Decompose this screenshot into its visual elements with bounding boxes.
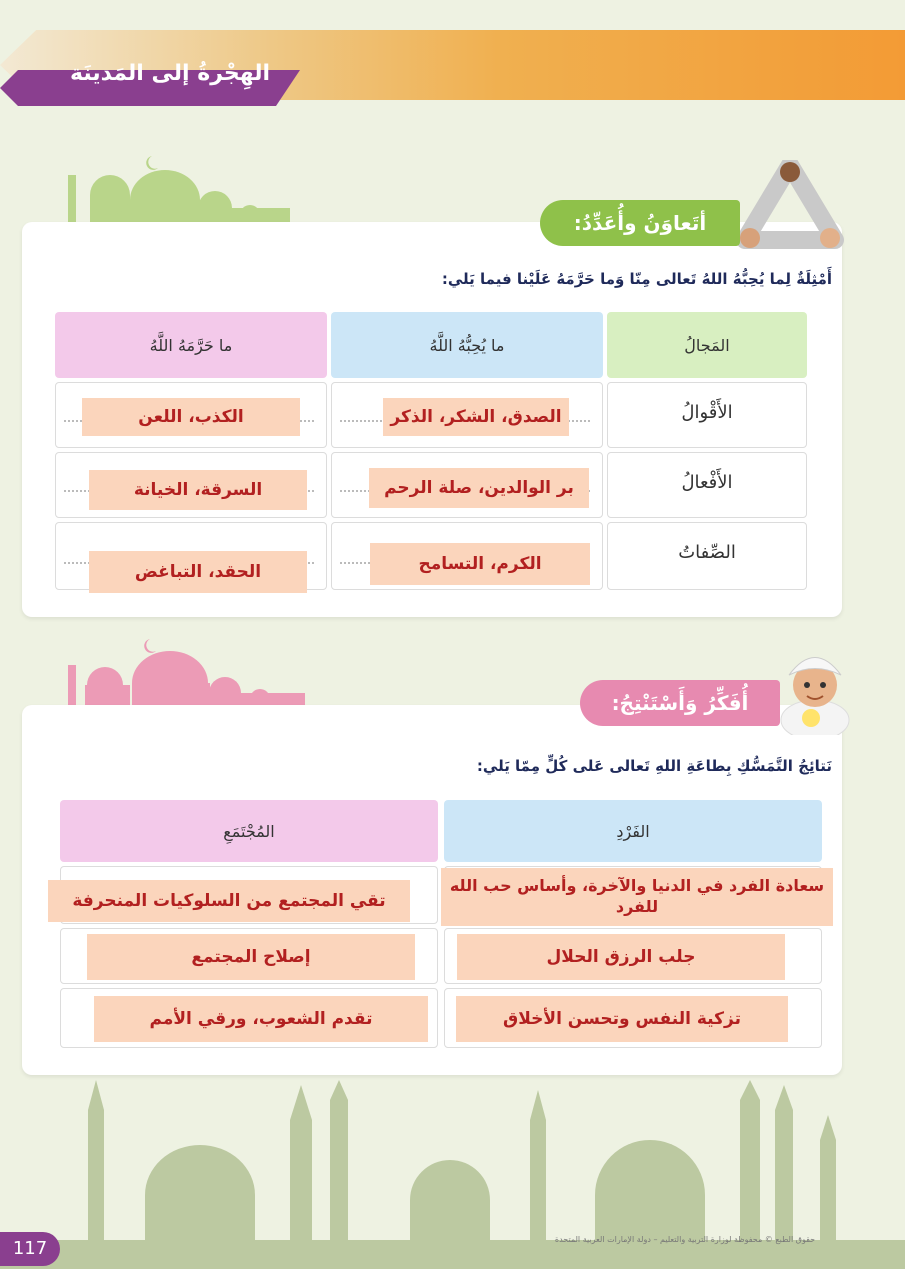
thinking-boy-icon [775, 640, 855, 735]
page-title: الهِجْرةُ إلى المَدينَة [70, 61, 271, 86]
cooperation-hands-icon [735, 160, 845, 250]
answer-society-2: إصلاح المجتمع [87, 934, 415, 980]
mosque-skyline-icon [60, 635, 310, 710]
header-society: المُجْتَمَعِ [60, 800, 438, 862]
header-individual: الفَرْدِ [444, 800, 822, 862]
answer-loves-3: الكرم، التسامح [370, 543, 590, 585]
answer-individual-1: سعادة الفرد في الدنيا والآخرة، وأساس حب الله للفرد [441, 868, 833, 926]
mosque-skyline-icon [60, 150, 300, 225]
answer-society-3: تقدم الشعوب، ورقي الأمم [94, 996, 428, 1042]
row-label: الصِّفاتُ [678, 541, 736, 563]
row-label: الأَفْعالُ [681, 471, 733, 493]
answer-forbids-3: الحقد، التباغض [89, 551, 307, 593]
section-badge-cooperate: أتَعاوَنُ وأُعَدِّدُ: [540, 200, 740, 246]
row-label: الأَقْوالُ [681, 401, 733, 423]
answer-loves-2: بر الوالدين، صلة الرحم [369, 468, 589, 508]
section-badge-think: أُفَكِّرُ وَأَسْتَنْتِجُ: [580, 680, 780, 726]
header-domain: المَجالُ [607, 312, 807, 378]
answer-society-1: تقي المجتمع من السلوكيات المنحرفة [48, 880, 410, 922]
answer-individual-3: تزكية النفس وتحسن الأخلاق [456, 996, 788, 1042]
answer-forbids-1: الكذب، اللعن [82, 398, 300, 436]
page-number: 117 [0, 1232, 60, 1266]
instruction-1: أَمْثِلَةٌ لِما يُحِبُّهُ اللهُ تَعالى مِنّا وَما حَرَّمَهُ عَلَيْنا فيما يَلي: [441, 270, 832, 288]
answer-individual-2: جلب الرزق الحلال [457, 934, 785, 980]
header-loves: ما يُحِبُّهُ اللَّهُ [331, 312, 603, 378]
header-forbids: ما حَرَّمَهُ اللَّهُ [55, 312, 327, 378]
copyright-text: حقوق الطبع © محفوظة لوزارة التربية والتعليم – دولة الإمارات العربية المتحدة [554, 1235, 816, 1244]
answer-loves-1: الصدق، الشكر، الذكر [383, 398, 569, 436]
instruction-2: نَتائِجُ التَّمَسُّكِ بِطاعَةِ اللهِ تَعالى عَلى كُلٍّ مِمّا يَلي: [476, 757, 832, 775]
answer-forbids-2: السرقة، الخيانة [89, 470, 307, 510]
